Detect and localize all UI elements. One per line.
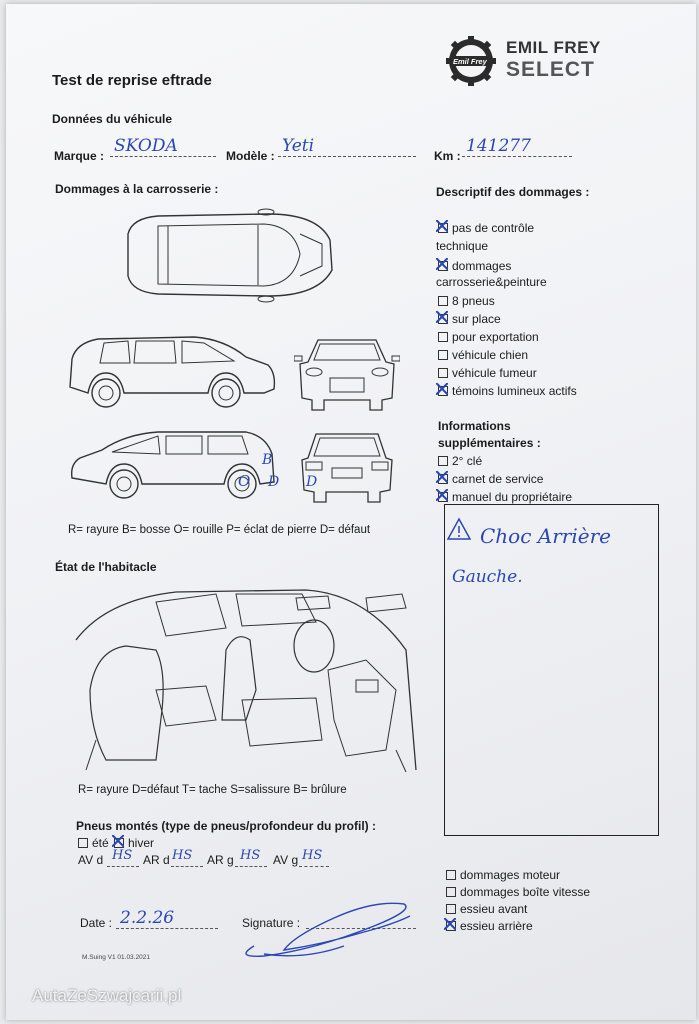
mech-item-moteur[interactable]: dommages moteur [446,868,560,882]
checkbox-checked[interactable] [438,492,448,502]
desc-item-8-pneus[interactable]: 8 pneus [438,294,495,308]
tires-title: Pneus montés (type de pneus/profondeur du profil) : [76,819,377,833]
checkbox-checked[interactable] [438,223,448,233]
tire-ard-label: AR d [143,853,170,867]
checkbox[interactable] [446,870,456,880]
checkbox[interactable] [438,350,448,360]
checkbox-checked[interactable] [438,474,448,484]
km-label: Km : [434,149,461,163]
desc-item-sur-place[interactable]: sur place [438,312,501,326]
warning-triangle-icon [446,516,472,542]
notes-box[interactable] [444,504,659,836]
checkbox[interactable] [446,904,456,914]
checkbox-checked[interactable] [438,314,448,324]
checkbox[interactable] [438,332,448,342]
inspection-form-sheet [6,4,696,1020]
desc-item-chien[interactable]: véhicule chien [438,348,528,362]
mech-item-essieu-avant[interactable]: essieu avant [446,902,527,916]
note-line-1: Choc Arrière [480,524,611,548]
checkbox[interactable] [446,887,456,897]
car-right-side-diagram [66,426,281,506]
checkbox-checked[interactable] [438,261,448,271]
description-title: Descriptif des dommages : [436,185,590,199]
damage-mark-b: B [262,452,273,468]
handwritten-signature [224,896,424,966]
modele-label: Modèle : [226,149,275,163]
marque-value: SKODA [114,136,178,156]
mech-item-essieu-arriere[interactable]: essieu arrière [446,919,533,933]
tire-arg-label: AR g [207,853,234,867]
watermark-text: AutaZeSzwajcarii.pl [32,986,182,1005]
tire-hiver-option[interactable]: hiver [114,836,154,850]
checkbox[interactable] [78,838,88,848]
interior-legend: R= rayure D=défaut T= tache S=salissure B= brûlure [78,784,347,796]
checkbox-checked[interactable] [114,838,124,848]
brand-line2: SELECT [506,58,595,81]
checkbox[interactable] [438,368,448,378]
checkbox-checked[interactable] [438,386,448,396]
desc-item-dommages-line2: carrosserie&peinture [436,275,547,289]
tire-avg-label: AV g [273,853,299,867]
brand-line1: EMIL FREY [506,38,601,57]
car-front-view-diagram [294,334,400,414]
tire-ete-option[interactable]: été [78,836,109,850]
signature-label: Signature : [242,916,301,930]
tire-avg-value: HS [302,848,323,863]
desc-item-controle-line2: technique [436,239,489,253]
badge-text: Emil Frey [453,57,487,66]
tire-ard-value: HS [172,848,193,863]
body-damage-title: Dommages à la carrosserie : [55,182,219,196]
date-label: Date : [80,916,113,930]
car-interior-diagram [66,580,418,776]
mech-item-boite[interactable]: dommages boîte vitesse [446,885,590,899]
desc-item-dommages[interactable]: dommages [438,259,511,273]
vehicle-section-title: Données du véhicule [52,112,173,126]
desc-item-controle[interactable]: pas de contrôle [438,221,534,235]
body-damage-legend: R= rayure B= bosse O= rouille P= éclat de pierre D= défaut [68,524,371,536]
note-line-2: Gauche. [452,567,523,587]
desc-item-temoins[interactable]: témoins lumineux actifs [438,384,577,398]
damage-mark-o: O [238,472,251,490]
checkbox[interactable] [438,456,448,466]
checkbox-checked[interactable] [446,921,456,931]
extra-item-manuel[interactable]: manuel du propriétaire [438,490,572,504]
modele-value: Yeti [282,136,315,156]
desc-item-exportation[interactable]: pour exportation [438,330,539,344]
extra-item-carnet[interactable]: carnet de service [438,472,543,486]
damage-mark-d: D [268,474,280,490]
form-version: M.Suing V1 01.03.2021 [82,954,150,961]
interior-title: État de l'habitacle [55,560,157,574]
form-title: Test de reprise eftrade [52,72,212,89]
extra-info-title-2: supplémentaires : [438,436,541,450]
damage-mark-d-rear: D [306,474,318,490]
checkbox[interactable] [438,296,448,306]
tire-avd-value: HS [112,848,133,863]
extra-info-title-1: Informations [438,419,511,433]
car-rear-view-diagram [296,428,398,504]
date-value: 2.2.26 [120,908,175,928]
desc-item-fumeur[interactable]: véhicule fumeur [438,366,537,380]
car-left-side-diagram [64,329,279,414]
marque-label: Marque : [54,149,105,163]
km-value: 141277 [466,136,531,156]
extra-item-cle[interactable]: 2° clé [438,454,482,468]
tire-arg-value: HS [240,848,261,863]
tire-avd-label: AV d [78,853,104,867]
car-top-view-diagram [118,204,338,306]
